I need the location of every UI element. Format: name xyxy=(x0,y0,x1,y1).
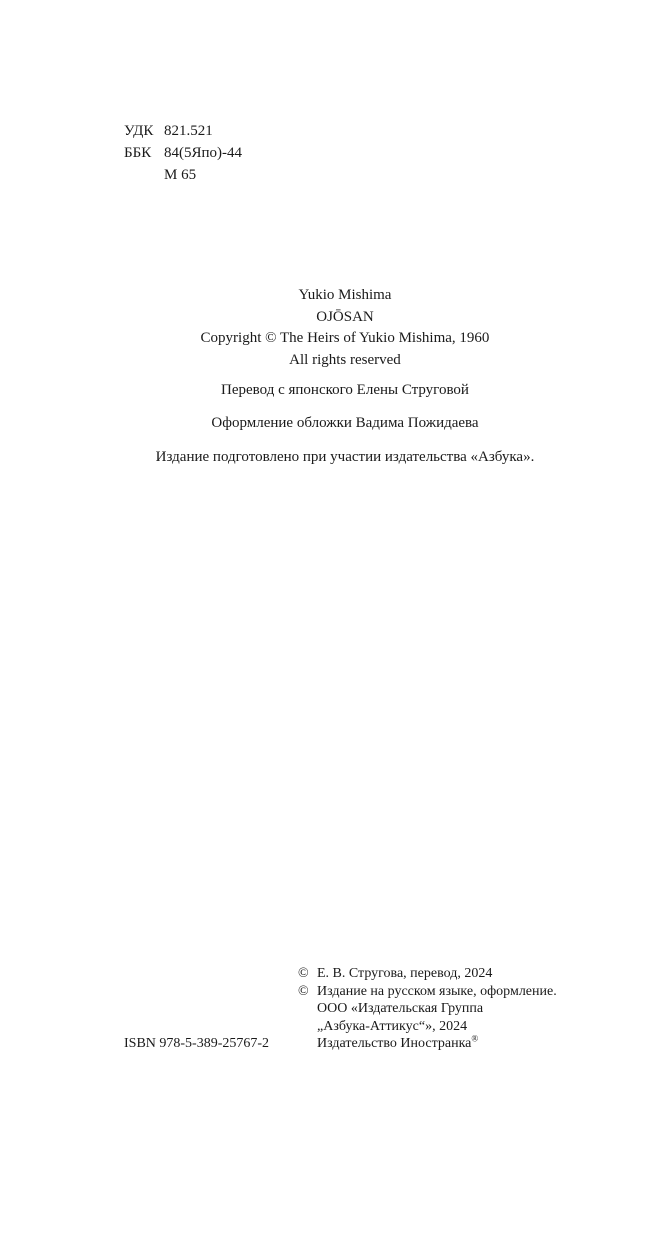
publisher-note: Издание подготовлено при участии издательства «Азбука». xyxy=(155,449,535,465)
publisher-line-1: ООО «Издательская Группа xyxy=(317,1001,484,1016)
translation-copyright-text: Е. В. Стругова, перевод, 2024 xyxy=(317,966,493,981)
classification-block xyxy=(124,120,242,186)
bbk-label: ББК xyxy=(124,145,152,161)
udk-label: УДК xyxy=(124,123,154,139)
copyright-line: Copyright © The Heirs of Yukio Mishima, 1960 xyxy=(200,330,490,346)
udk-value: 821.521 xyxy=(164,123,213,139)
copyright-symbol: © xyxy=(298,983,309,999)
edition-copyright-text: Издание на русском языке, оформление. xyxy=(317,983,557,999)
bbk-value: 84(5Япо)-44 xyxy=(164,145,243,161)
translation-copyright xyxy=(298,965,557,983)
publisher-line-2: „Азбука-Аттикус“», 2024 xyxy=(317,1018,468,1034)
author-mark: М 65 xyxy=(164,167,197,183)
publisher-line-3 xyxy=(298,1035,557,1053)
copyright-notices xyxy=(298,965,557,1053)
edition-copyright xyxy=(298,983,557,1001)
registered-mark: ® xyxy=(471,1033,479,1044)
rights-reserved: All rights reserved xyxy=(289,351,401,368)
copyright-symbol: © xyxy=(298,966,309,981)
author-mark-row xyxy=(124,164,242,186)
original-author: Yukio Mishima xyxy=(298,287,392,303)
bbk-row xyxy=(124,142,242,164)
rights-block xyxy=(0,285,650,371)
isbn: ISBN 978-5-389-25767-2 xyxy=(124,1036,270,1051)
udk-row xyxy=(124,120,242,142)
cover-design-credit: Оформление обложки Вадима Пожидаева xyxy=(211,415,479,431)
original-title: OJŌSAN xyxy=(316,308,374,325)
publisher-imprint: Издательство Иностранка xyxy=(317,1036,472,1051)
translator-credit: Перевод с японского Елены Струговой xyxy=(221,382,469,398)
